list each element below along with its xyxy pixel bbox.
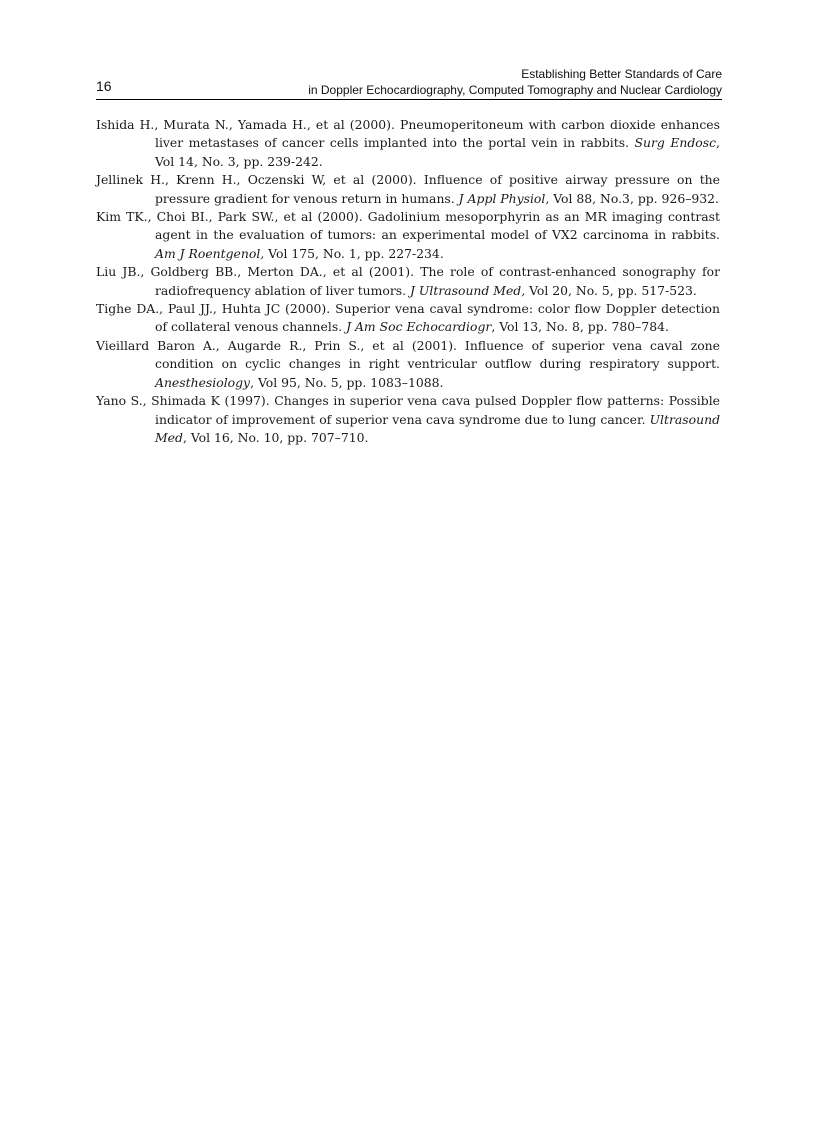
journal-name: J Ultrasound Med, — [410, 282, 526, 298]
running-head — [308, 66, 722, 98]
reference-entry: Tighe DA., Paul JJ., Huhta JC (2000). Superior vena caval syndrome: color flow Doppler detection of collateral venous channels. J Am Soc Echocardiogr, Vol 13, No. 8, pp. 780–784. — [96, 301, 720, 335]
journal-name: Anesthesiology — [155, 374, 251, 390]
page-header — [96, 66, 722, 100]
reference-list — [96, 116, 720, 447]
reference-entry: Kim TK., Choi BI., Park SW., et al (2000). Gadolinium mesoporphyrin as an MR imaging contrast agent in the evaluation of tumors: an experimental model of VX2 carcinoma in rabbits. Am J Roentgenol, Vol 175, No. 1, pp. 227-234. — [96, 209, 720, 261]
journal-name: Am J Roentgenol, — [155, 245, 265, 261]
reference-entry: Yano S., Shimada K (1997). Changes in superior vena cava pulsed Doppler flow patterns: Possible indicator of improvement of superior vena cava syndrome due to lung cancer. Ultrasound Med, Vol 16, No. 10, pp. 707–710. — [96, 393, 720, 445]
reference-entry: Ishida H., Murata N., Yamada H., et al (2000). Pneumoperitoneum with carbon dioxide enhances liver metastases of cancer cells implanted into the portal vein in rabbits. Surg Endosc, Vol 14, No. 3, pp. 239-242. — [96, 117, 720, 169]
reference-entry: Liu JB., Goldberg BB., Merton DA., et al (2001). The role of contrast-enhanced sonography for radiofrequency ablation of liver tumors. J Ultrasound Med, Vol 20, No. 5, pp. 517-523. — [96, 264, 720, 298]
journal-name: Surg Endosc — [634, 135, 717, 151]
journal-name: J Am Soc Echocardiogr — [346, 319, 492, 335]
reference-entry: Vieillard Baron A., Augarde R., Prin S., et al (2001). Influence of superior vena caval zone condition on cyclic changes in right ventricular outflow during respiratory support. Anesthesiology, Vol 95, No. 5, pp. 1083–1088. — [96, 337, 720, 390]
journal-name: J Appl Physiol, — [458, 190, 550, 206]
journal-name: Ultrasound Med — [155, 411, 720, 445]
running-head-line-1: Establishing Better Standards of Care — [521, 67, 722, 81]
reference-entry: Jellinek H., Krenn H., Oczenski W, et al (2000). Influence of positive airway pressure on the pressure gradient for venous return in humans. J Appl Physiol, Vol 88, No.3, pp. 926–932. — [96, 172, 720, 206]
running-head-line-2: in Doppler Echocardiography, Computed Tomography and Nuclear Cardiology — [308, 83, 722, 97]
page-number: 16 — [96, 78, 112, 94]
